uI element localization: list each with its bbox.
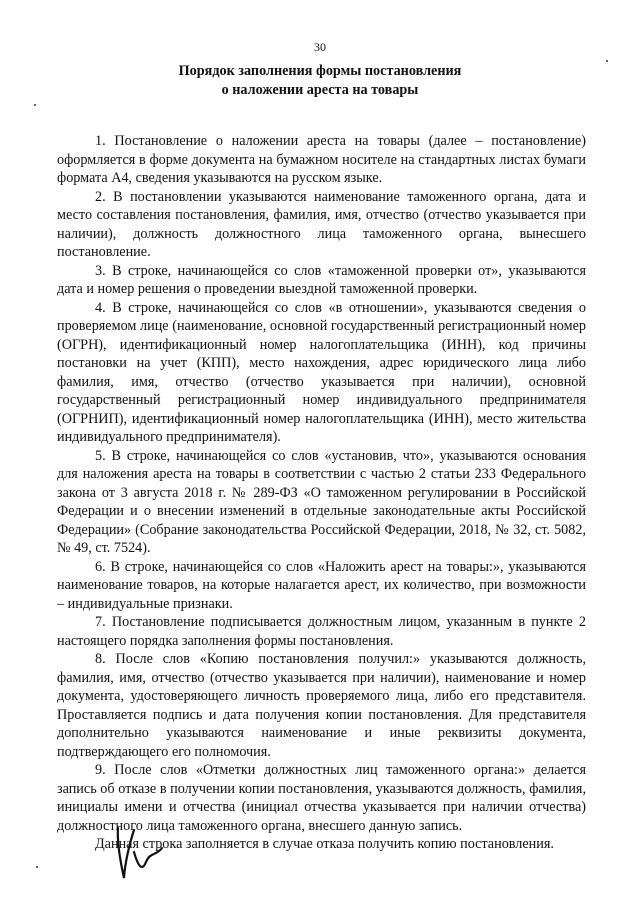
page-number: 30 (314, 40, 326, 54)
title-line-1: Порядок заполнения формы постановления (178, 63, 462, 79)
paragraph-4: 4. В строке, начинающейся со слов «в отношении», указываются сведения о проверяемом лице (наименование, основной государственный регистрационный номер (ОГРН), идентификационный номер налогоплательщика (ИНН), код причины постановки на учет (КПП), место нахождения, адрес юридического лица либо фамилия, имя, отчество (отчество указывается при наличии), основной государственный регистрационный номер индивидуального предпринимателя (ОГРНИП), идентификационный номер налогоплательщика (ИНН), место жительства индивидуального предпринимателя). (57, 299, 586, 445)
paragraph-2: 2. В постановлении указываются наименование таможенного органа, дата и место составления постановления, фамилия, имя, отчество (отчество указывается при наличии), должность должностного лица таможенного органа, вынесшего постановление. (57, 188, 586, 260)
paragraph-9: 9. После слов «Отметки должностных лиц таможенного органа:» делается запись об отказе в получении копии постановления, указываются должность, фамилия, инициалы имени и отчества (инициал отчества указывается при наличии отчества) должностного лица таможенного органа, внесшего данную запись. (57, 762, 586, 834)
paragraph-3: 3. В строке, начинающейся со слов «таможенной проверки от», указываются дата и номер решения о проведении выездной таможенной проверки. (57, 262, 586, 297)
paragraph-8: 8. После слов «Копию постановления получил:» указываются должность, фамилия, имя, отчество (отчество указывается при наличии), наименование и номер документа, удостоверяющего личность проверяемого лица, либо его представителя. Проставляется подпись и дата получения копии постановления. Для представителя дополнительно указываются наименование и иные реквизиты документа, подтверждающего его полномочия. (57, 651, 586, 760)
handwritten-signature (112, 822, 172, 884)
paragraph-6: 6. В строке, начинающейся со слов «Наложить арест на товары:», указываются наименование товаров, на которые налагается арест, их количество, при возможности – индивидуальные признаки. (57, 558, 586, 612)
document-title (60, 62, 580, 100)
scan-speck (606, 60, 608, 62)
document-body (57, 132, 586, 854)
scan-speck (34, 104, 36, 106)
scan-speck (36, 866, 38, 868)
paragraph-7: 7. Постановление подписывается должностным лицом, указанным в пункте 2 настоящего порядка заполнения формы постановления. (57, 614, 586, 649)
paragraph-1: 1. Постановление о наложении ареста на товары (далее – постановление) оформляется в форме документа на бумажном носителе на стандартных листах бумаги формата А4, сведения указываются на русском языке. (57, 133, 586, 186)
title-line-2: о наложении ареста на товары (221, 82, 419, 98)
paragraph-5: 5. В строке, начинающейся со слов «установив, что», указываются основания для наложения ареста на товары в соответствии с частью 2 статьи 233 Федерального закона от 3 августа 2018 г. № 289-ФЗ «О таможенном регулировании в Российской Федерации и о внесении изменений в отдельные законодательные акты Российской Федерации» (Собрание законодательства Российской Федерации, 2018, № 32, ст. 5082, № 49, ст. 7524). (57, 447, 586, 556)
paragraph-final-note: Данная строка заполняется в случае отказа получить копию постановления. (95, 836, 554, 852)
